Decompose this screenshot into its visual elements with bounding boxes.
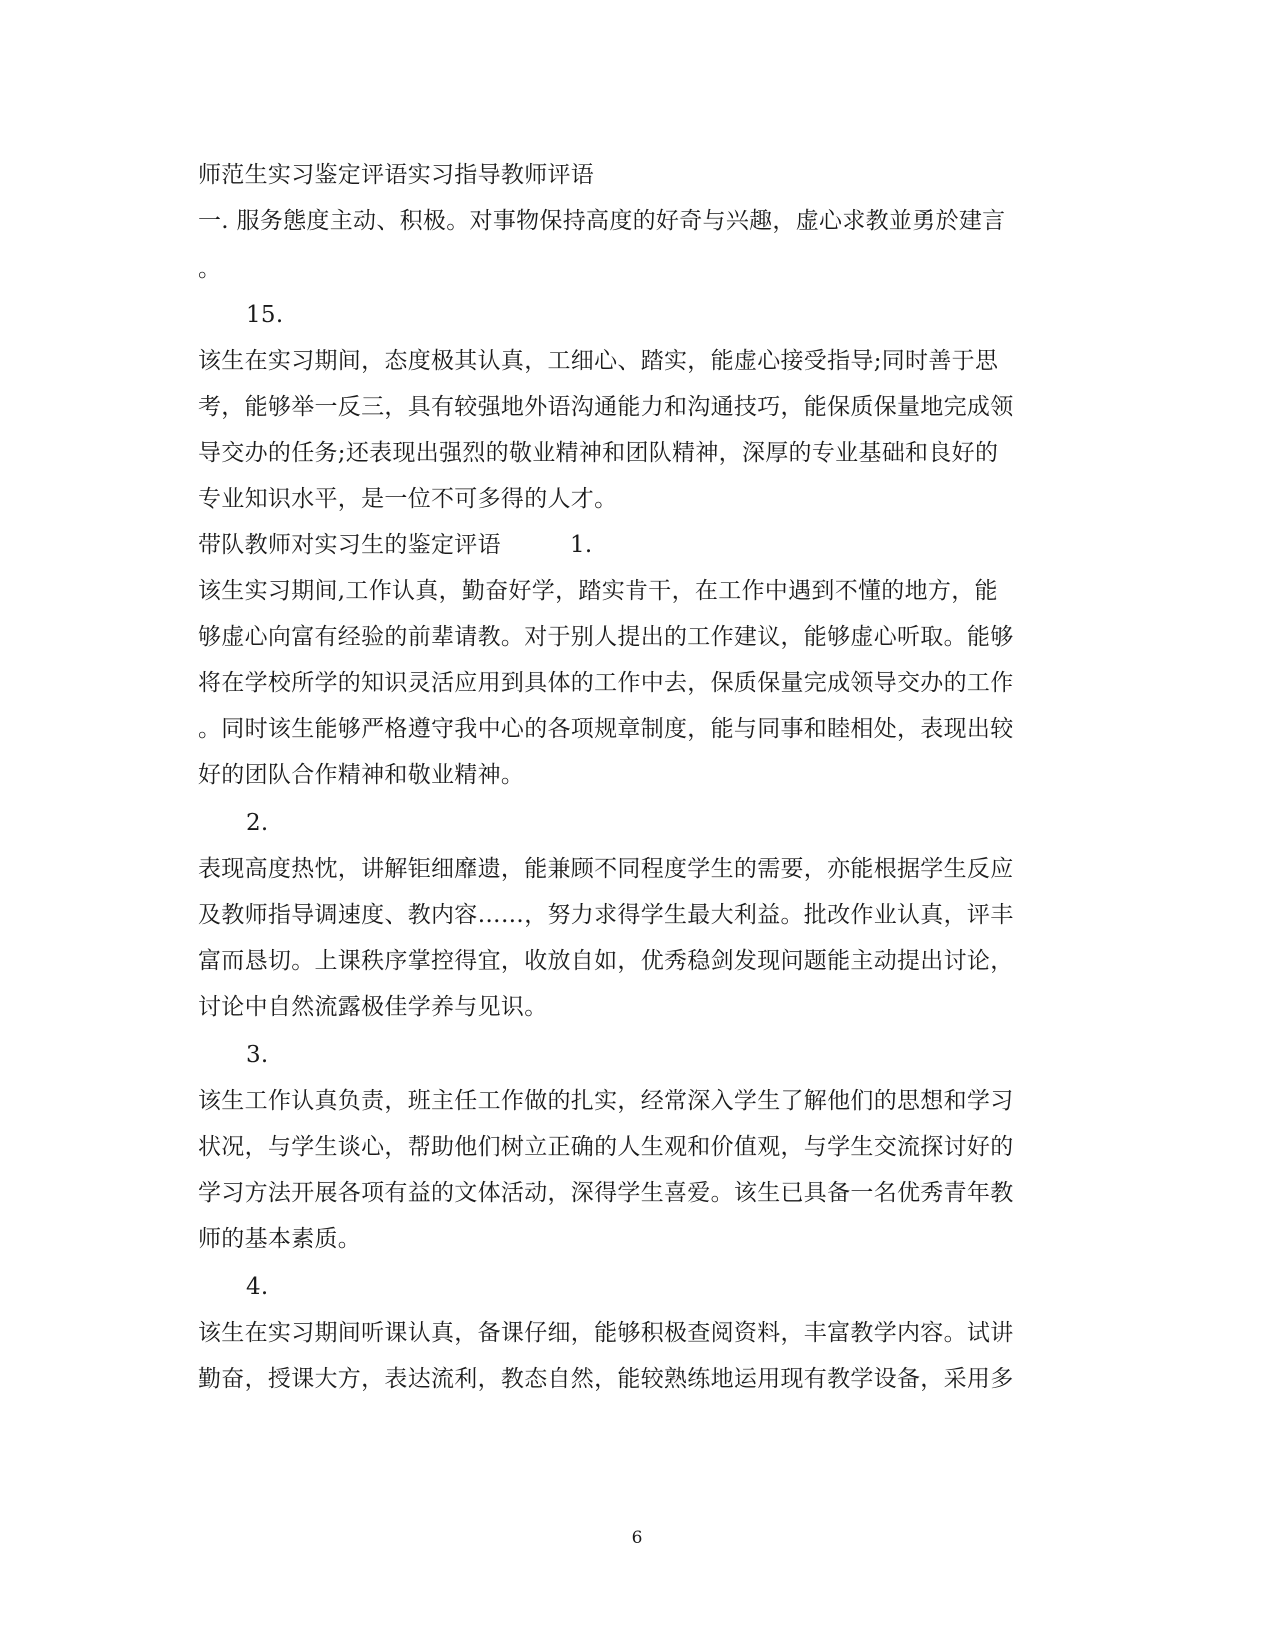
paragraph-2-line: 富而恳切。上课秩序掌控得宜，收放自如，优秀稳剑发现问题能主动提出讨论，	[198, 948, 1014, 974]
paragraph-15-line: 专业知识水平，是一位不可多得的人才。	[198, 486, 618, 512]
paragraph-1-line: 。同时该生能够严格遵守我中心的各项规章制度，能与同事和睦相处，表现出较	[198, 716, 1014, 742]
paragraph-15-line: 导交办的任务;还表现出强烈的敬业精神和团队精神，深厚的专业基础和良好的	[198, 440, 999, 466]
paragraph-3-line: 该生工作认真负责，班主任工作做的扎实，经常深入学生了解他们的思想和学习	[198, 1088, 1014, 1114]
paragraph-1-line: 将在学校所学的知识灵活应用到具体的工作中去，保质保量完成领导交办的工作	[198, 670, 1014, 696]
paragraph-1-line: 好的团队合作精神和敬业精神。	[198, 762, 525, 788]
section-heading-2	[198, 530, 1078, 560]
paragraph-3-line: 状况，与学生谈心，帮助他们树立正确的人生观和价值观，与学生交流探讨好的	[198, 1134, 1014, 1160]
paragraph-1-line: 够虚心向富有经验的前辈请教。对于别人提出的工作建议，能够虚心听取。能够	[198, 624, 1014, 650]
paragraph-3-line: 师的基本素质。	[198, 1226, 362, 1252]
item-number-3: 3.	[246, 1042, 269, 1068]
paragraph-15-line: 该生在实习期间，态度极其认真，工细心、踏实，能虚心接受指导;同时善于思	[198, 348, 999, 374]
document-title: 师范生实习鉴定评语实习指导教师评语	[198, 162, 595, 188]
item-number-4: 4.	[246, 1274, 269, 1300]
paragraph-3-line: 学习方法开展各项有益的文体活动，深得学生喜爱。该生已具备一名优秀青年教	[198, 1180, 1014, 1206]
paragraph-4-line: 该生在实习期间听课认真，备课仔细，能够积极查阅资料，丰富教学内容。试讲	[198, 1320, 1014, 1346]
paragraph-2-line: 讨论中自然流露极佳学养与见识。	[198, 994, 548, 1020]
page-number: 6	[631, 1528, 643, 1548]
paragraph-1-line: 该生实习期间,工作认真，勤奋好学，踏实肯干，在工作中遇到不懂的地方，能	[198, 578, 998, 604]
paragraph-15-line: 考，能够举一反三，具有较强地外语沟通能力和沟通技巧，能保质保量地完成领	[198, 394, 1014, 420]
paragraph-2-line: 表现高度热忱，讲解钜细靡遗，能兼顾不同程度学生的需要，亦能根据学生反应	[198, 856, 1014, 882]
paragraph-4-line: 勤奋，授课大方，表达流利，教态自然，能较熟练地运用现有教学设备，采用多	[198, 1366, 1014, 1392]
section-heading-2-text: 带队教师对实习生的鉴定评语	[198, 532, 501, 558]
item-number-15: 15.	[246, 302, 284, 328]
paragraph-2-line: 及教师指导调速度、教内容……，努力求得学生最大利益。批改作业认真，评丰	[198, 902, 1014, 928]
section-heading-2-number: 1.	[570, 532, 593, 558]
section1-line-1: 一. 服务態度主动、积极。对事物保持高度的好奇与兴趣，虚心求教並勇於建言	[198, 208, 1006, 234]
item-number-2: 2.	[246, 810, 269, 836]
section1-line-2: 。	[198, 256, 222, 282]
